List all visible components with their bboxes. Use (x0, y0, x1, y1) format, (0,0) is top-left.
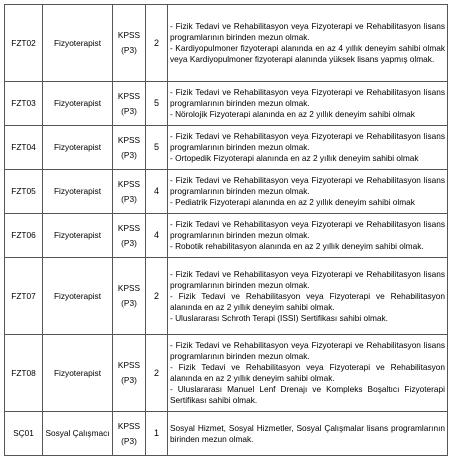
requirement-item: - Fizik Tedavi ve Rehabilitasyon veya Fizyoterapi ve Rehabilitasyon lisans programlarının birinden mezun olmak. (170, 268, 445, 290)
table-row (5, 126, 448, 170)
quota-cell: 5 (146, 126, 168, 170)
requirement-item: - Uluslararası Manuel Lenf Drenajı ve Kompleks Boşaltıcı Fizyoterapi Sertifikası sahibi olmak. (170, 384, 445, 405)
exam-name: KPSS (117, 178, 141, 189)
positions-table (4, 4, 448, 456)
exam-cell (113, 412, 146, 456)
position-code-cell: FZT04 (5, 126, 43, 170)
exam-name: KPSS (117, 283, 141, 293)
quota-cell: 2 (146, 258, 168, 335)
requirement-item: - Robotik rehabilitasyon alanında en az 2 yıllık deneyim sahibi olmak. (170, 241, 424, 251)
requirement-item: - Fizik Tedavi ve Rehabilitasyon veya Fizyoterapi ve Rehabilitasyon alanında en az 2 yıllık deneyim sahibi olmak. (170, 290, 445, 312)
requirements-cell (168, 335, 448, 412)
exam-group: (P3) (121, 193, 137, 204)
requirements-cell (168, 126, 448, 170)
position-code-cell: SÇ01 (5, 412, 43, 456)
requirements-cell (168, 5, 448, 82)
requirements-cell (168, 412, 448, 456)
table-row (5, 82, 448, 126)
requirement-item: - Fizik Tedavi ve Rehabilitasyon veya Fizyoterapi ve Rehabilitasyon lisans programlarının birinden mezun olmak. (170, 175, 445, 196)
exam-cell (113, 5, 146, 82)
exam-name: KPSS (117, 30, 141, 40)
requirements-cell (168, 170, 448, 214)
requirement-item: - Kardiyopulmoner fizyoterapi alanında en az 4 yıllık deneyim sahibi olmak veya Kardiyopulmoner fizyoterapi alanında yüksek lisans yapmış olmak. (170, 43, 445, 64)
requirement-item: - Fizik Tedavi ve Rehabilitasyon veya Fizyoterapi ve Rehabilitasyon lisans programlarının birinden mezun olmak. (170, 87, 445, 108)
exam-group: (P3) (121, 435, 137, 446)
requirements-cell (168, 82, 448, 126)
position-title-cell: Fizyoterapist (43, 170, 113, 214)
quota-cell: 2 (146, 335, 168, 412)
requirements-cell (168, 214, 448, 258)
requirement-item: - Fizik Tedavi ve Rehabilitasyon veya Fizyoterapi ve Rehabilitasyon lisans programlarının birinden mezun olmak. (170, 21, 445, 42)
exam-name: KPSS (117, 222, 141, 233)
requirement-item: - Fizik Tedavi ve Rehabilitasyon veya Fizyoterapi ve Rehabilitasyon lisans programlarının birinden mezun olmak. (170, 131, 445, 152)
table-row (5, 170, 448, 214)
table-row (5, 412, 448, 456)
requirement-item: - Fizik Tedavi ve Rehabilitasyon veya Fizyoterapi ve Rehabilitasyon lisans programlarının birinden mezun olmak. (170, 219, 445, 240)
position-title-cell: Fizyoterapist (43, 335, 113, 412)
exam-cell (113, 82, 146, 126)
exam-group: (P3) (121, 105, 137, 116)
position-title-cell: Fizyoterapist (43, 126, 113, 170)
requirement-item: - Nörolojik Fizyoterapi alanında en az 2 yıllık deneyim sahibi olmak (170, 109, 415, 119)
requirements-cell (168, 258, 448, 335)
position-title-cell: Fizyoterapist (43, 82, 113, 126)
quota-cell: 1 (146, 412, 168, 456)
exam-group: (P3) (121, 45, 137, 55)
position-code-cell: FZT07 (5, 258, 43, 335)
exam-name: KPSS (117, 134, 141, 145)
exam-name: KPSS (117, 420, 141, 431)
position-code-cell: FZT05 (5, 170, 43, 214)
exam-group: (P3) (121, 375, 137, 385)
exam-cell (113, 335, 146, 412)
position-title-cell: Fizyoterapist (43, 258, 113, 335)
exam-name: KPSS (117, 90, 141, 101)
requirement-item: - Fizik Tedavi ve Rehabilitasyon veya Fizyoterapi ve Rehabilitasyon lisans programlarının birinden mezun olmak. (170, 340, 445, 361)
requirement-item: - Uluslararası Schroth Terapi (ISSI) Sertifikası sahibi olmak. (170, 312, 388, 323)
position-title-cell: Fizyoterapist (43, 214, 113, 258)
exam-cell (113, 126, 146, 170)
requirement-item: - Fizik Tedavi ve Rehabilitasyon veya Fizyoterapi ve Rehabilitasyon alanında en az 2 yıllık deneyim sahibi olmak. (170, 362, 445, 383)
position-title-cell: Fizyoterapist (43, 5, 113, 82)
requirement-item: - Ortopedik Fizyoterapi alanında en az 2 yıllık deneyim sahibi olmak (170, 153, 419, 163)
exam-cell (113, 170, 146, 214)
positions-table-body (5, 5, 448, 456)
exam-cell (113, 214, 146, 258)
quota-cell: 5 (146, 82, 168, 126)
position-code-cell: FZT08 (5, 335, 43, 412)
exam-cell (113, 258, 146, 335)
quota-cell: 4 (146, 170, 168, 214)
table-row (5, 258, 448, 335)
requirement-item: - Pediatrik Fizyoterapi alanında en az 2 yıllık deneyim sahibi olmak (170, 197, 415, 207)
position-code-cell: FZT03 (5, 82, 43, 126)
table-row (5, 214, 448, 258)
exam-group: (P3) (121, 237, 137, 248)
table-row (5, 335, 448, 412)
quota-cell: 4 (146, 214, 168, 258)
position-code-cell: FZT06 (5, 214, 43, 258)
exam-name: KPSS (117, 360, 141, 370)
quota-cell: 2 (146, 5, 168, 82)
exam-group: (P3) (121, 149, 137, 160)
position-code-cell: FZT02 (5, 5, 43, 82)
position-title-cell: Sosyal Çalışmacı (43, 412, 113, 456)
exam-group: (P3) (121, 298, 137, 308)
table-row (5, 5, 448, 82)
requirement-item: Sosyal Hizmet, Sosyal Hizmetler, Sosyal Çalışmalar lisans programlarının birinden mezun olmak. (170, 422, 445, 444)
